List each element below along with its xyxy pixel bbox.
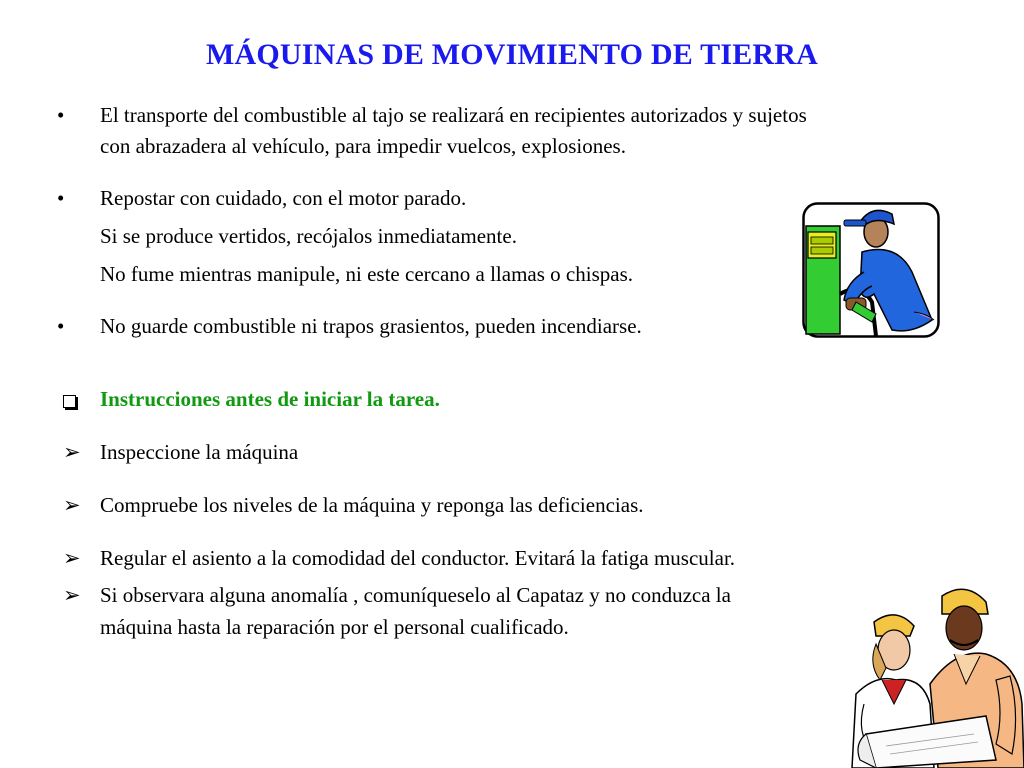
arrow-bullet-icon: ➢	[63, 546, 81, 570]
arrow-bullet-icon: ➢	[63, 493, 81, 517]
bullet-text-line2: Si se produce vertidos, recójalos inmediatamente.	[100, 224, 517, 248]
arrow-item-text-line1: Si observara alguna anomalía , comuníqueselo al Capataz y no conduzca la	[100, 583, 731, 607]
bullet-text-line1: No guarde combustible ni trapos grasientos, pueden incendiarse.	[100, 314, 642, 338]
page-title: MÁQUINAS DE MOVIMIENTO DE TIERRA	[205, 38, 819, 71]
arrow-item-text: Regular el asiento a la comodidad del conductor. Evitará la fatiga muscular.	[100, 546, 736, 570]
bullet-text-line1: El transporte del combustible al tajo se realizará en recipientes autorizados y sujetos	[100, 103, 807, 127]
checkbox-bullet-icon	[63, 384, 103, 417]
bullet-marker: •	[57, 103, 65, 127]
section-heading-text: Instrucciones antes de iniciar la tarea.	[100, 387, 440, 411]
arrow-item-text-line2: máquina hasta la reparación por el personal cualificado.	[100, 615, 569, 639]
bullet-text-line1: Repostar con cuidado, con el motor parado.	[100, 186, 467, 210]
bullet-marker: •	[57, 186, 65, 210]
arrow-bullet-icon: ➢	[63, 440, 81, 464]
arrow-item-text: Compruebe los niveles de la máquina y reponga las deficiencias.	[100, 493, 644, 517]
fuel-pump-worker-illustration	[802, 202, 940, 338]
arrow-bullet-icon: ➢	[63, 583, 81, 607]
bullet-text-line2: con abrazadera al vehículo, para impedir vuelcos, explosiones.	[100, 134, 626, 158]
construction-workers-illustration	[846, 584, 1024, 768]
bullet-marker: •	[57, 314, 65, 338]
arrow-item-text: Inspeccione la máquina	[100, 440, 299, 464]
bullet-text-line3: No fume mientras manipule, ni este cercano a llamas o chispas.	[100, 262, 633, 286]
